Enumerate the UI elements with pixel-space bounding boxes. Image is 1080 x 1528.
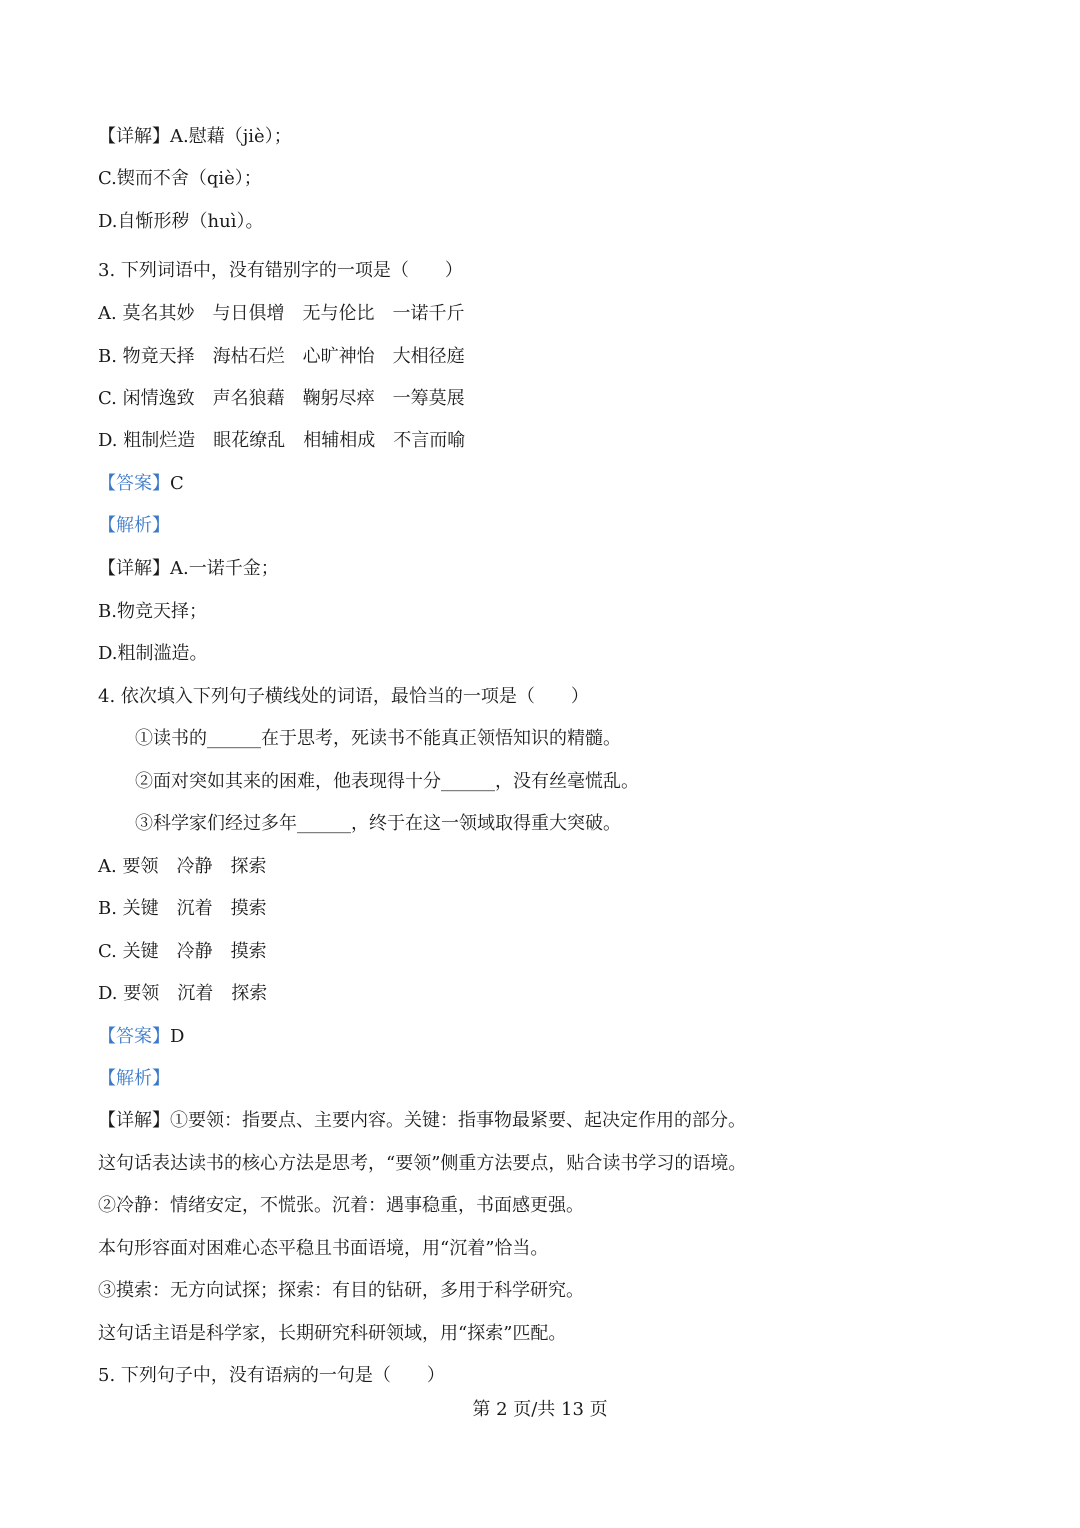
option-a: A. 要领 冷静 探索 [98, 856, 267, 877]
option-a: A. 莫名其妙 与日俱增 无与伦比 一诺千斤 [98, 303, 465, 324]
detail-line: D.自惭形秽（huì）。 [98, 211, 264, 232]
detail-line: D.粗制滥造。 [98, 643, 208, 664]
option-d: D. 要领 沉着 探索 [98, 983, 268, 1004]
answer-value: C [170, 473, 184, 494]
analysis-tag: 【解析】 [98, 1068, 170, 1089]
answer-value: D [170, 1026, 185, 1047]
option-d: D. 粗制烂造 眼花缭乱 相辅相成 不言而喻 [98, 430, 466, 451]
sentence-2: ②面对突如其来的困难，他表现得十分______，没有丝毫慌乱。 [135, 771, 639, 792]
answer-line [98, 1025, 184, 1049]
option-b: B. 关键 沉着 摸索 [98, 898, 267, 919]
question-3: 3. 下列词语中，没有错别字的一项是（ ） [98, 260, 463, 281]
detail-line: ③摸索：无方向试探；探索：有目的钻研，多用于科学研究。 [98, 1280, 584, 1301]
answer-line [98, 472, 184, 496]
answer-tag: 【答案】 [98, 473, 170, 494]
page-footer: 第 2 页/共 13 页 [472, 1399, 608, 1420]
detail-line: ②冷静：情绪安定，不慌张。沉着：遇事稳重，书面感更强。 [98, 1195, 584, 1216]
sentence-1: ①读书的______在于思考，死读书不能真正领悟知识的精髓。 [135, 728, 621, 749]
detail-line: 【详解】A.慰藉（jiè）； [98, 126, 292, 147]
detail-line: 【详解】①要领：指要点、主要内容。关键：指事物最紧要、起决定作用的部分。 [98, 1110, 746, 1131]
detail-line: C.锲而不舍（qiè）； [98, 168, 262, 189]
analysis-tag: 【解析】 [98, 515, 170, 536]
question-4: 4. 依次填入下列句子横线处的词语，最恰当的一项是（ ） [98, 686, 589, 707]
detail-line: 【详解】A.一诺千金； [98, 558, 279, 579]
sentence-3: ③科学家们经过多年______，终于在这一领域取得重大突破。 [135, 813, 621, 834]
option-c: C. 闲情逸致 声名狼藉 鞠躬尽瘁 一筹莫展 [98, 388, 465, 409]
question-5: 5. 下列句子中，没有语病的一句是（ ） [98, 1365, 445, 1386]
detail-line: 这句话主语是科学家，长期研究科研领域，用“探索”匹配。 [98, 1323, 567, 1344]
option-b: B. 物竟天择 海枯石烂 心旷神怡 大相径庭 [98, 346, 465, 367]
option-c: C. 关键 冷静 摸索 [98, 941, 267, 962]
detail-line: 本句形容面对困难心态平稳且书面语境，用“沉着”恰当。 [98, 1238, 549, 1259]
detail-line: B.物竞天择； [98, 601, 207, 622]
answer-tag: 【答案】 [98, 1026, 170, 1047]
detail-line: 这句话表达读书的核心方法是思考，“要领”侧重方法要点，贴合读书学习的语境。 [98, 1153, 747, 1174]
